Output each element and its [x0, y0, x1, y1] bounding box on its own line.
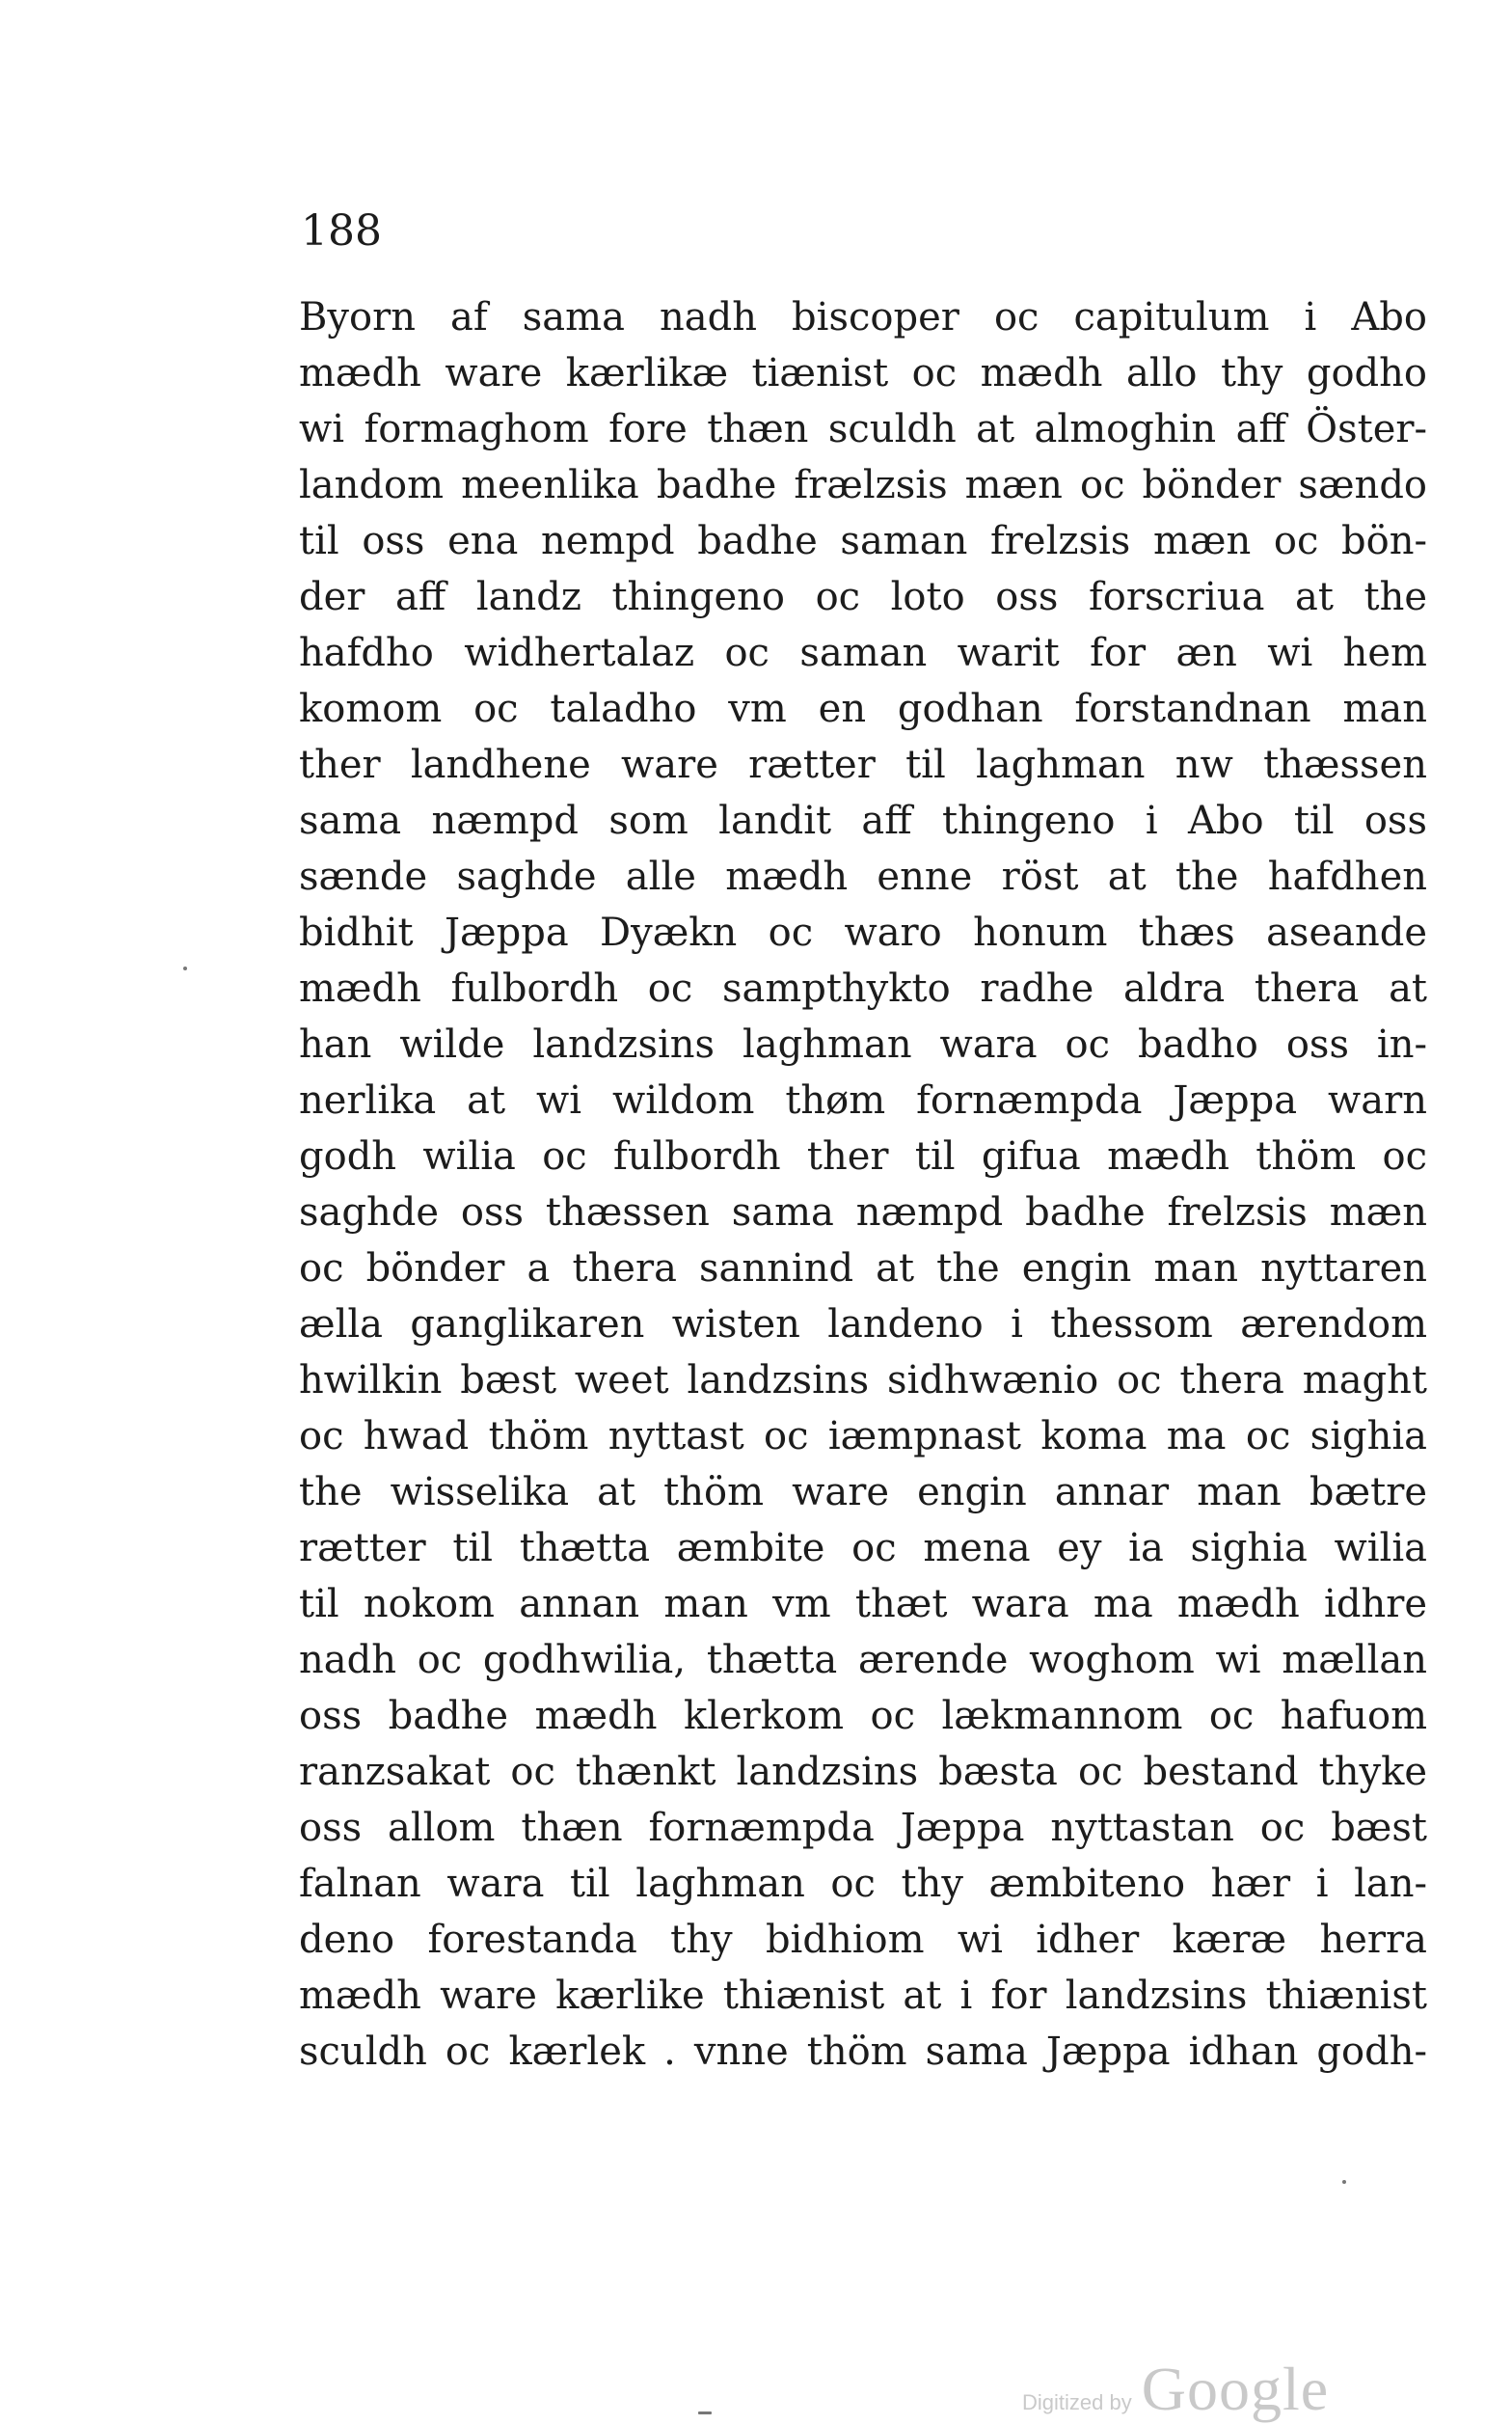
text-line: komom oc taladho vm en godhan forstandnan man — [299, 687, 1427, 731]
text-line: nadh oc godhwilia, thætta ærende woghom wi mællan — [299, 1638, 1427, 1682]
text-line: deno forestanda thy bidhiom wi idher kæræ herra — [299, 1918, 1427, 1962]
text-line: mædh ware kærlike thiænist at i for landzsins thiænist — [299, 1974, 1427, 2018]
text-line: wi formaghom fore thæn sculdh at almoghin aff Öster- — [299, 407, 1427, 451]
digitized-by-google-watermark — [1022, 2354, 1329, 2425]
text-line: der aff landz thingeno oc loto oss forscriua at the — [299, 575, 1427, 619]
text-line: til nokom annan man vm thæt wara ma mædh idhre — [299, 1582, 1427, 1626]
text-line: bidhit Jæppa Dyækn oc waro honum thæs aseande — [299, 911, 1427, 955]
text-line: sama næmpd som landit aff thingeno i Abo til oss — [299, 799, 1427, 843]
text-line: saghde oss thæssen sama næmpd badhe frelzsis mæn — [299, 1190, 1427, 1235]
text-line: nerlika at wi wildom thøm fornæmpda Jæppa warn — [299, 1078, 1427, 1123]
text-line: oss allom thæn fornæmpda Jæppa nyttastan oc bæst — [299, 1806, 1427, 1850]
text-line: oss badhe mædh klerkom oc lækmannom oc hafuom — [299, 1694, 1427, 1738]
watermark-prefix: Digitized by — [1022, 2390, 1132, 2414]
text-line: oc bönder a thera sannind at the engin man nyttaren — [299, 1246, 1427, 1291]
margin-speck — [698, 2411, 712, 2414]
text-line: oc hwad thöm nyttast oc iæmpnast koma ma oc sighia — [299, 1414, 1427, 1458]
text-line: godh wilia oc fulbordh ther til gifua mædh thöm oc — [299, 1134, 1427, 1179]
text-line: sænde saghde alle mædh enne röst at the hafdhen — [299, 855, 1427, 899]
text-line: ranzsakat oc thænkt landzsins bæsta oc bestand thyke — [299, 1750, 1427, 1794]
margin-speck — [1342, 2180, 1346, 2184]
text-line: Byorn af sama nadh biscoper oc capitulum i Abo — [299, 295, 1427, 340]
text-line: sculdh oc kærlek . vnne thöm sama Jæppa idhan godh- — [299, 2030, 1427, 2074]
text-line: til oss ena nempd badhe saman frelzsis mæn oc bön- — [299, 519, 1427, 563]
text-line: han wilde landzsins laghman wara oc badho oss in- — [299, 1022, 1427, 1067]
text-line: hwilkin bæst weet landzsins sidhwænio oc thera maght — [299, 1358, 1427, 1403]
body-text — [299, 289, 1427, 2080]
text-line: falnan wara til laghman oc thy æmbiteno hær i lan- — [299, 1862, 1427, 1906]
text-line: rætter til thætta æmbite oc mena ey ia sighia wilia — [299, 1526, 1427, 1570]
text-line: landom meenlika badhe frælzsis mæn oc bönder sændo — [299, 463, 1427, 507]
text-line: ther landhene ware rætter til laghman nw thæssen — [299, 743, 1427, 787]
text-line: hafdho widhertalaz oc saman warit for æn wi hem — [299, 631, 1427, 675]
text-line: the wisselika at thöm ware engin annar man bætre — [299, 1470, 1427, 1514]
text-line: mædh fulbordh oc sampthykto radhe aldra thera at — [299, 967, 1427, 1011]
text-line: mædh ware kærlikæ tiænist oc mædh allo thy godho — [299, 351, 1427, 395]
page-number: 188 — [301, 206, 382, 256]
watermark-brand: Google — [1141, 2355, 1330, 2423]
text-line: ælla ganglikaren wisten landeno i thessom ærendom — [299, 1302, 1427, 1347]
margin-speck — [183, 967, 187, 970]
